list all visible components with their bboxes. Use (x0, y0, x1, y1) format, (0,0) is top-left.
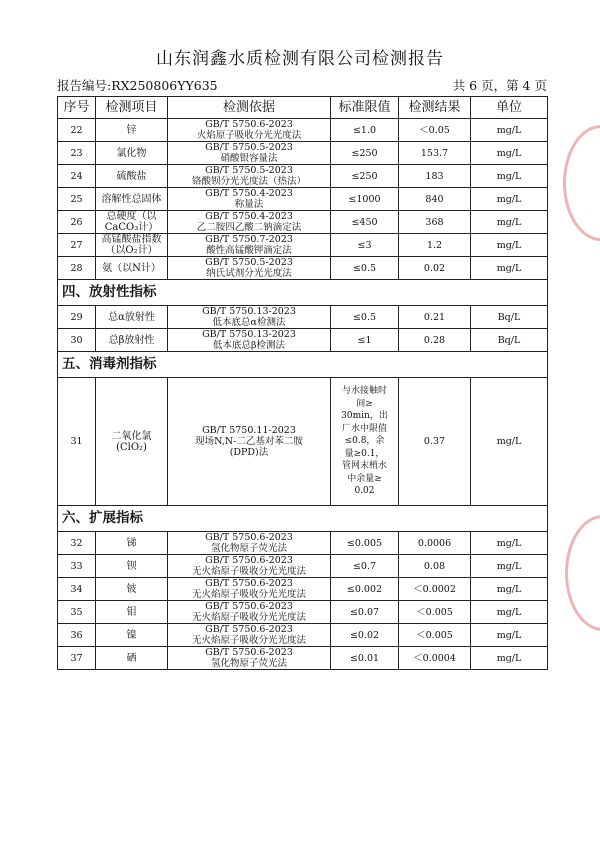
cell-result: 0.37 (399, 378, 471, 506)
cell-no: 34 (58, 578, 96, 601)
cell-result: ＜0.005 (399, 601, 471, 624)
basis-method: 氢化物原子荧光法 (210, 658, 287, 669)
cell-result: 368 (399, 211, 471, 234)
cell-unit: Bq/L (471, 306, 548, 329)
cell-item: 氨（以N计） (96, 257, 168, 280)
section-row (58, 506, 548, 532)
cell-basis (168, 234, 331, 257)
cell-basis (168, 306, 331, 329)
basis-standard: GB/T 5750.6-2023 (205, 555, 293, 566)
cell-unit: mg/L (471, 119, 548, 142)
cell-limit: ≤0.7 (331, 555, 399, 578)
table-row (58, 624, 548, 647)
header-basis: 检测依据 (168, 97, 331, 119)
cell-item: 镍 (96, 624, 168, 647)
table-row (58, 257, 548, 280)
basis-method: 氢化物原子荧光法 (210, 543, 287, 554)
report-no-label: 报告编号: (57, 78, 112, 93)
cell-basis (168, 142, 331, 165)
item-formula: (ClO₂) (116, 441, 147, 453)
cell-result: 1.2 (399, 234, 471, 257)
table-row (58, 578, 548, 601)
cell-result: ＜0.0004 (399, 647, 471, 670)
basis-method: 纳氏试剂分光光度法 (206, 268, 292, 279)
section-row (58, 280, 548, 306)
stamp-top (563, 125, 600, 241)
table-row (58, 306, 548, 329)
cell-item: 铍 (96, 578, 168, 601)
cell-basis (168, 532, 331, 555)
cell-limit: ≤1.0 (331, 119, 399, 142)
cell-item: 总β放射性 (96, 329, 168, 352)
cell-item: 锌 (96, 119, 168, 142)
cell-unit: mg/L (471, 378, 548, 506)
table-row (58, 647, 548, 670)
cell-basis (168, 601, 331, 624)
report-meta (57, 76, 547, 94)
cell-result: ＜0.005 (399, 624, 471, 647)
cell-unit: mg/L (471, 165, 548, 188)
table-row (58, 532, 548, 555)
results-table (57, 96, 548, 670)
header-unit: 单位 (471, 97, 548, 119)
cell-unit: mg/L (471, 578, 548, 601)
cell-limit: ≤450 (331, 211, 399, 234)
section-row (58, 352, 548, 378)
cell-item: 总硬度（以CaCO₃计） (96, 211, 168, 234)
table-body (58, 119, 548, 670)
basis-standard: GB/T 5750.4-2023 (205, 188, 293, 199)
header-result: 检测结果 (399, 97, 471, 119)
cell-item: 锑 (96, 532, 168, 555)
cell-item: 硫酸盐 (96, 165, 168, 188)
basis-method: 酸性高锰酸钾滴定法 (206, 245, 292, 256)
section-title: 六、扩展指标 (58, 506, 548, 532)
cell-no: 36 (58, 624, 96, 647)
table-row (58, 555, 548, 578)
cell-result: ＜0.05 (399, 119, 471, 142)
table-row (58, 601, 548, 624)
item-name: 二氧化氯 (111, 430, 152, 442)
cell-no: 29 (58, 306, 96, 329)
cell-item: 氯化物 (96, 142, 168, 165)
report-title: 山东润鑫水质检测有限公司检测报告 (156, 49, 444, 69)
cell-limit: ≤0.01 (331, 647, 399, 670)
cell-basis (168, 624, 331, 647)
cell-limit: ≤1000 (331, 188, 399, 211)
basis-method: 火焰原子吸收分光光度法 (196, 130, 302, 141)
basis-line: GB/T 5750.11-2023 (202, 425, 296, 436)
limit-line: 管网末梢水 (341, 461, 387, 472)
basis-method: 低本底总α检测法 (212, 317, 286, 328)
basis-method: 无火焰原子吸收分光光度法 (191, 635, 306, 646)
basis-method: 硝酸银容量法 (220, 153, 278, 164)
table-row (58, 142, 548, 165)
cell-basis (168, 378, 331, 506)
section-title: 五、消毒剂指标 (58, 352, 548, 378)
cell-no: 26 (58, 211, 96, 234)
cell-no: 30 (58, 329, 96, 352)
basis-standard: GB/T 5750.6-2023 (205, 601, 293, 612)
cell-no: 28 (58, 257, 96, 280)
cell-limit: ≤0.5 (331, 257, 399, 280)
cell-limit: ≤250 (331, 142, 399, 165)
cell-limit: ≤250 (331, 165, 399, 188)
table-row (58, 211, 548, 234)
basis-standard: GB/T 5750.6-2023 (205, 532, 293, 543)
cell-result: 153.7 (399, 142, 471, 165)
cell-basis (168, 578, 331, 601)
table-row (58, 329, 548, 352)
cell-no: 35 (58, 601, 96, 624)
cell-no: 25 (58, 188, 96, 211)
basis-standard: GB/T 5750.13-2023 (202, 306, 296, 317)
cell-basis (168, 329, 331, 352)
header-no: 序号 (58, 97, 96, 119)
cell-item: 钡 (96, 555, 168, 578)
header-limit: 标准限值 (331, 97, 399, 119)
cell-no: 37 (58, 647, 96, 670)
cell-unit: mg/L (471, 188, 548, 211)
cell-item (96, 378, 168, 506)
cell-unit: mg/L (471, 211, 548, 234)
basis-standard: GB/T 5750.13-2023 (202, 329, 296, 340)
cell-no: 24 (58, 165, 96, 188)
cell-item: 硒 (96, 647, 168, 670)
basis-method: 低本底总β检测法 (213, 340, 285, 351)
limit-line: 30min，出 (341, 411, 388, 422)
cell-unit: mg/L (471, 257, 548, 280)
table-row (58, 119, 548, 142)
basis-method: 乙二胺四乙酸二钠滴定法 (196, 222, 302, 233)
cell-limit: ≤0.002 (331, 578, 399, 601)
cell-basis (168, 188, 331, 211)
basis-standard: GB/T 5750.5-2023 (205, 257, 293, 268)
cell-basis (168, 257, 331, 280)
limit-line: 量≥0.1， (344, 448, 385, 459)
cell-item: 总α放射性 (96, 306, 168, 329)
cell-unit: mg/L (471, 601, 548, 624)
cell-no: 32 (58, 532, 96, 555)
basis-method: 无火焰原子吸收分光光度法 (191, 612, 306, 623)
cell-basis (168, 119, 331, 142)
report-no: RX250806YY635 (111, 78, 218, 93)
basis-standard: GB/T 5750.6-2023 (205, 624, 293, 635)
cell-result: 0.02 (399, 257, 471, 280)
cell-result: 0.28 (399, 329, 471, 352)
cell-basis (168, 555, 331, 578)
cell-limit: ≤0.5 (331, 306, 399, 329)
cell-basis (168, 211, 331, 234)
cell-unit: mg/L (471, 624, 548, 647)
cell-unit: mg/L (471, 234, 548, 257)
basis-standard: GB/T 5750.4-2023 (205, 211, 293, 222)
cell-limit: ≤0.005 (331, 532, 399, 555)
cell-unit: mg/L (471, 142, 548, 165)
basis-method: 无火焰原子吸收分光光度法 (191, 589, 306, 600)
cell-basis (168, 165, 331, 188)
basis-standard: GB/T 5750.6-2023 (205, 578, 293, 589)
basis-standard: GB/T 5750.5-2023 (205, 142, 293, 153)
basis-method: 称量法 (234, 199, 264, 210)
cell-unit: Bq/L (471, 329, 548, 352)
limit-line: 间≥ (356, 398, 373, 409)
basis-standard: GB/T 5750.5-2023 (205, 165, 293, 176)
cell-result: 0.0006 (399, 532, 471, 555)
table-header-row (58, 97, 548, 119)
basis-line: 现场N,N-二乙基对苯二胺 (195, 436, 303, 447)
table-row (58, 165, 548, 188)
table-row (58, 188, 548, 211)
cell-result: 0.21 (399, 306, 471, 329)
cell-item: 高锰酸盐指数（以O₂计） (96, 234, 168, 257)
limit-line: ≤0.8，余 (344, 436, 385, 447)
cell-limit (331, 378, 399, 506)
basis-standard: GB/T 5750.7-2023 (205, 234, 293, 245)
cell-unit: mg/L (471, 555, 548, 578)
cell-no: 23 (58, 142, 96, 165)
cell-no: 33 (58, 555, 96, 578)
cell-no: 22 (58, 119, 96, 142)
page-count: 共 6 页，第 4 页 (452, 78, 547, 93)
basis-standard: GB/T 5750.6-2023 (205, 647, 293, 658)
cell-limit: ≤1 (331, 329, 399, 352)
limit-line: 中余量≥ (347, 473, 382, 484)
header-item: 检测项目 (96, 97, 168, 119)
basis-line: (DPD)法 (229, 447, 269, 458)
limit-line: 与水接触时 (341, 386, 387, 397)
cell-limit: ≤3 (331, 234, 399, 257)
limit-line: 0.02 (354, 486, 375, 497)
cell-unit: mg/L (471, 532, 548, 555)
cell-no: 31 (58, 378, 96, 506)
basis-method: 无火焰原子吸收分光光度法 (191, 566, 306, 577)
cell-result: 183 (399, 165, 471, 188)
cell-result: 840 (399, 188, 471, 211)
cell-limit: ≤0.02 (331, 624, 399, 647)
basis-method: 铬酸钡分光光度法（热法） (191, 176, 306, 187)
cell-result: 0.08 (399, 555, 471, 578)
cell-item: 钼 (96, 601, 168, 624)
cell-item: 溶解性总固体 (96, 188, 168, 211)
table-row (58, 378, 548, 506)
cell-result: ＜0.0002 (399, 578, 471, 601)
limit-line: 厂水中限值 (341, 423, 387, 434)
cell-no: 27 (58, 234, 96, 257)
section-title: 四、放射性指标 (58, 280, 548, 306)
basis-standard: GB/T 5750.6-2023 (205, 119, 293, 130)
cell-basis (168, 647, 331, 670)
cell-limit: ≤0.07 (331, 601, 399, 624)
table-row (58, 234, 548, 257)
cell-unit: mg/L (471, 647, 548, 670)
stamp-bottom (565, 515, 600, 631)
